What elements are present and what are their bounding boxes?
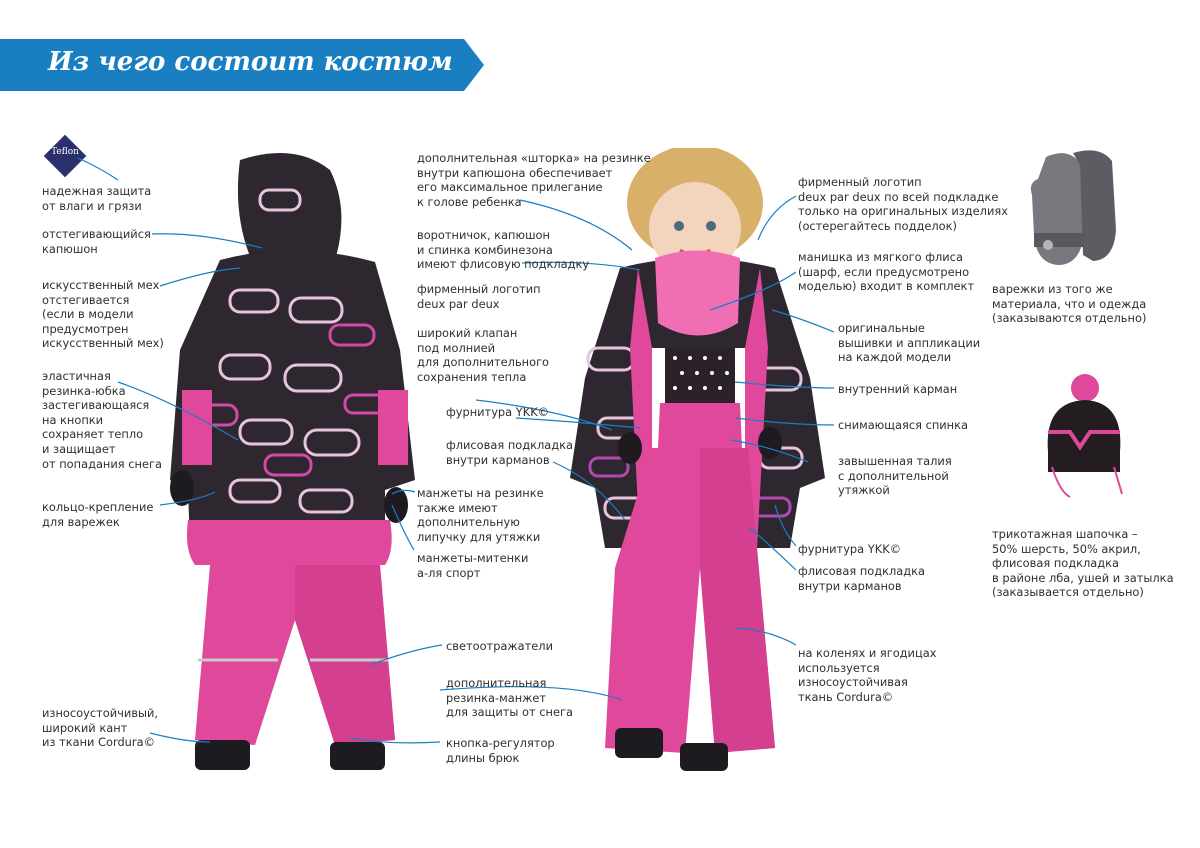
label-mitten-cuffs: манжеты-митенки а-ля спорт	[417, 551, 529, 580]
label-detachable-hood: отстегивающийся капюшон	[42, 227, 151, 256]
label-fleece-lining: воротничок, капюшон и спинка комбинезона имеют флисовую подкладку	[417, 228, 590, 272]
teflon-logo-text: Teflon	[51, 147, 79, 157]
label-embroidery: оригинальные вышивки и аппликации на каждой модели	[838, 321, 981, 365]
label-knit-hat: трикотажная шапочка – 50% шерсть, 50% акрил, флисовая подкладка в районе лба, ушей и затылка (заказывается отдельно)	[992, 527, 1174, 600]
label-cordura-knees: на коленях и ягодицах используется износоустойчивая ткань Cordura©	[798, 646, 937, 704]
label-snow-skirt: эластичная резинка-юбка застегивающаяся на кнопки сохраняет тепло и защищает от попадания снега	[42, 369, 162, 471]
suit-back-view-illustration	[160, 150, 430, 780]
label-zipper-flap: широкий клапан под молнией для дополнительного сохранения тепла	[417, 326, 550, 384]
label-ykk-hardware-1: фурнитура YKK©	[446, 405, 550, 419]
label-hood-curtain: дополнительная «шторка» на резинке внутри капюшона обеспечивает его максимальное прилегание к голове ребенка	[417, 151, 651, 209]
teflon-badge-icon	[42, 133, 88, 179]
label-reflectors: светоотражатели	[446, 639, 553, 653]
mittens-icon	[1028, 145, 1120, 270]
label-elastic-cuffs: манжеты на резинке также имеют дополнительную липучку для утяжки	[417, 486, 544, 544]
label-high-waist: завышенная талия с дополнительной утяжкой	[838, 454, 952, 498]
header-banner	[0, 39, 484, 91]
label-snow-cuff: дополнительная резинка-манжет для защиты от снега	[446, 676, 573, 720]
label-ykk-hardware-2: фурнитура YKK©	[798, 542, 902, 556]
label-water-protection: надежная защита от влаги и грязи	[42, 184, 152, 213]
label-pocket-lining-1: флисовая подкладка внутри карманов	[446, 438, 573, 467]
hat-icon	[1040, 372, 1126, 512]
label-brand-logo: фирменный логотип deux par deux	[417, 282, 541, 311]
label-length-button: кнопка-регулятор длины брюк	[446, 736, 555, 765]
label-mittens: варежки из того же материала, что и одежда (заказываются отдельно)	[992, 282, 1147, 326]
label-pocket-lining-2: флисовая подкладка внутри карманов	[798, 564, 925, 593]
label-logo-lining: фирменный логотип deux par deux по всей подкладке только на оригинальных изделиях (остерегайтесь подделок)	[798, 175, 1008, 233]
page-title: Из чего состоит костюм	[48, 47, 453, 77]
label-inner-pocket: внутренний карман	[838, 382, 958, 396]
label-mitten-ring: кольцо-крепление для варежек	[42, 500, 154, 529]
label-cordura-edge: износоустойчивый, широкий кант из ткани Cordura©	[42, 706, 158, 750]
label-fleece-scarf: манишка из мягкого флиса (шарф, если предусмотрено моделью) входит в комплект	[798, 250, 975, 294]
label-removable-back: снимающаяся спинка	[838, 418, 968, 432]
label-detachable-fur: искусственный мех отстегивается (если в модели предусмотрен искусственный мех)	[42, 278, 164, 351]
